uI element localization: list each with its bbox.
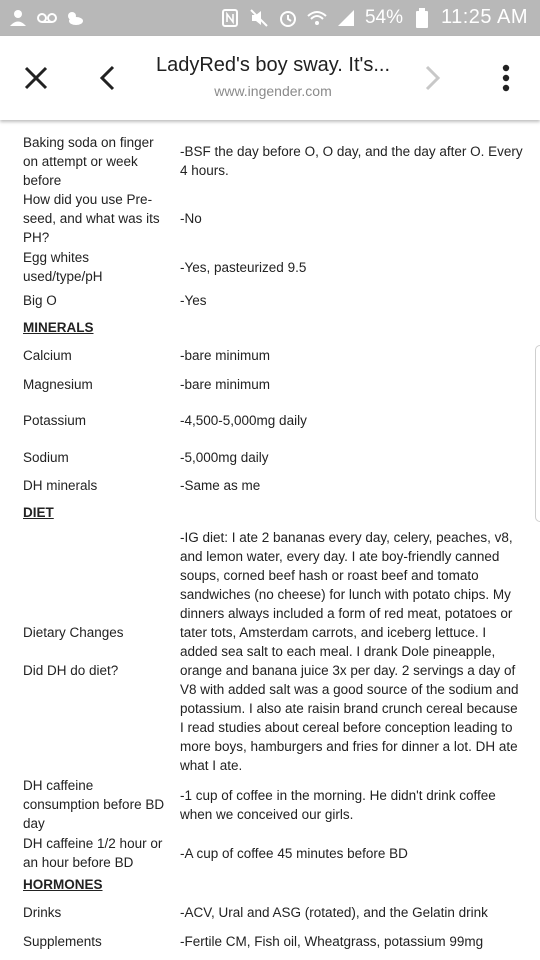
- overflow-menu-button[interactable]: [486, 56, 526, 100]
- close-icon: [23, 65, 49, 91]
- row-label: Supplements: [23, 934, 102, 949]
- voicemail-icon: [36, 8, 56, 28]
- forward-button[interactable]: [412, 56, 452, 100]
- edge-panel-handle[interactable]: [535, 345, 540, 522]
- more-vert-icon: [502, 64, 510, 92]
- chevron-left-icon: [98, 65, 118, 91]
- row-label: Did DH do diet?: [23, 663, 119, 678]
- row-label: Calcium: [23, 348, 72, 363]
- row-value: -IG diet: I ate 2 bananas every day, celery, peaches, v8, and lemon water, every day. I ate boy-friendly canned soups, corned beef hash or roast beef and tomato sandwiches (no cheese) for lunch with potato chips. My dinners always included a form of red meat, potatoes or tater tots, Amsterdam carrots, and iceberg lettuce. I added sea salt to each meal. I drank Dole pineapple, orange and banana juice 3x per day. 2 servings a day of V8 with added salt was a good source of the sodium and potassium. I also ate raisin brand crunch cereal because I read studies about cereal before conception leading to more boys, hamburgers and fries for dinner a lot. DH ate what I ate.: [180, 530, 519, 773]
- mute-icon: [249, 8, 269, 28]
- alarm-icon: [278, 8, 298, 28]
- back-button[interactable]: [88, 56, 128, 100]
- close-button[interactable]: [16, 56, 56, 100]
- row-label: Magnesium: [23, 377, 93, 392]
- page-title: LadyRed's boy sway. It's...: [155, 54, 391, 76]
- page-content[interactable]: [0, 120, 540, 960]
- nfc-icon: [220, 8, 240, 28]
- row-label: Big O: [23, 293, 57, 308]
- row-label: Sodium: [23, 450, 69, 465]
- row-label: Egg whites used/type/pH: [23, 250, 103, 284]
- row-value: -Yes, pasteurized 9.5: [180, 260, 307, 275]
- row-label: Baking soda on finger on attempt or week before: [23, 135, 154, 188]
- row-value: -Fertile CM, Fish oil, Wheatgrass, potassium 99mg: [180, 934, 484, 949]
- row-value: -A cup of coffee 45 minutes before BD: [180, 846, 408, 861]
- status-bar: [0, 0, 540, 36]
- row-label: Dietary Changes: [23, 625, 124, 640]
- row-value: -bare minimum: [180, 348, 271, 363]
- row-label: Potassium: [23, 413, 87, 428]
- row-value: -bare minimum: [180, 377, 271, 392]
- row-value: -5,000mg daily: [180, 450, 269, 465]
- battery-percent: 54%: [364, 6, 403, 28]
- row-value: -Yes: [180, 293, 207, 308]
- weather-icon: [64, 8, 84, 28]
- account-icon: [8, 8, 28, 28]
- section-heading-hormones: HORMONES: [23, 877, 103, 892]
- row-value: -ACV, Ural and ASG (rotated), and the Gelatin drink: [180, 905, 488, 920]
- row-label: DH caffeine consumption before BD day: [23, 778, 165, 831]
- chevron-right-icon: [422, 65, 442, 91]
- page-url: www.ingender.com: [214, 83, 332, 99]
- row-value: -Same as me: [180, 478, 261, 493]
- signal-icon: [336, 8, 356, 28]
- row-label: Drinks: [23, 905, 62, 920]
- section-heading-diet: DIET: [23, 505, 54, 520]
- clock: 11:25 AM: [440, 6, 528, 28]
- page-title-block: [148, 54, 398, 99]
- battery-icon: [412, 8, 432, 28]
- row-label: DH caffeine 1/2 hour or an hour before BD: [23, 836, 163, 870]
- row-label: How did you use Pre-seed, and what was its PH?: [23, 192, 160, 245]
- row-value: -No: [180, 211, 202, 226]
- row-label: DH minerals: [23, 478, 98, 493]
- row-value: -BSF the day before O, O day, and the day after O. Every 4 hours.: [180, 144, 523, 178]
- wifi-icon: [307, 8, 327, 28]
- row-value: -4,500-5,000mg daily: [180, 413, 307, 428]
- section-heading-minerals: MINERALS: [23, 320, 94, 335]
- custom-tab-toolbar: [0, 36, 540, 120]
- row-value: -1 cup of coffee in the morning. He didn't drink coffee when we conceived our girls.: [180, 788, 496, 822]
